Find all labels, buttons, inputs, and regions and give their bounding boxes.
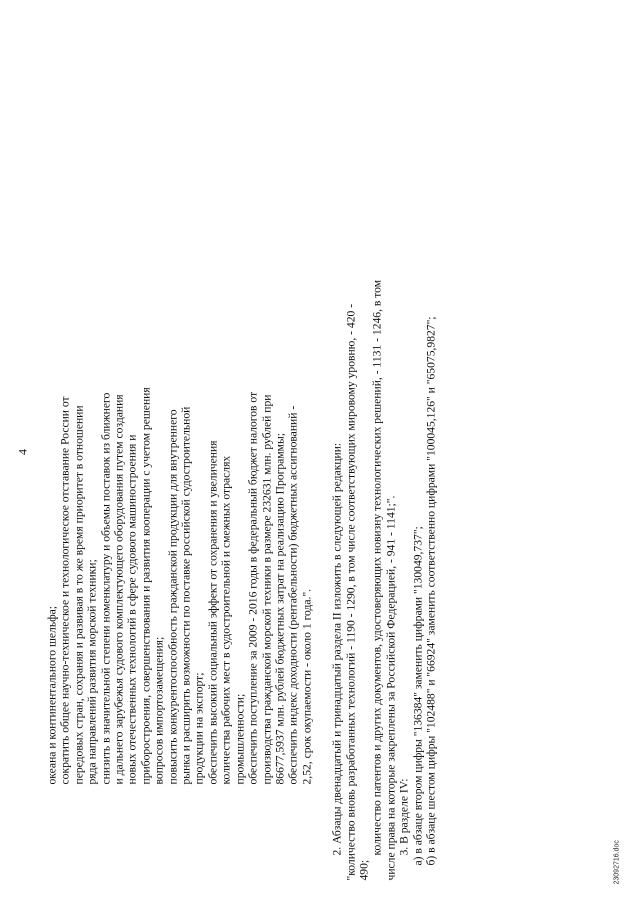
goal-line: новых отечественных технологий в сфере судового машиностроения и	[125, 434, 139, 785]
goal-line: ряда направлений развития морской техники;	[85, 559, 99, 785]
goal-line: и дальнего зарубежья судового комплектующего оборудования путем создания	[112, 394, 126, 785]
goal-line: производства гражданской морской техники в размере 232631 млн. рублей при	[260, 394, 273, 785]
goal-line: повысить конкурентоспособность гражданской продукции для внутреннего	[166, 409, 180, 785]
amendment-paragraph: "количество вновь разработанных технологий - 1190 - 1290, в том числе соответствующих мировому уровню, - 420 -	[344, 303, 358, 881]
goal-line: продукции на экспорт;	[192, 672, 206, 785]
goal-line: океана и континентального шельфа;	[45, 605, 59, 785]
amendment-paragraph: числе права на которые закреплены за Российской Федерацией, - 941 - 1141;".	[384, 495, 398, 881]
amendment-paragraph: 2. Абзацы двенадцатый и тринадцатый раздела II изложить в следующей редакции:	[330, 442, 344, 856]
amendment-paragraph: 3. В разделе IV:	[397, 778, 411, 856]
program-goals-block	[46, 260, 314, 785]
goal-line: 86677,5937 млн. рублей бюджетных затрат на реализацию Программы;	[273, 432, 287, 785]
rotated-page-content	[16, 20, 626, 885]
goal-line: вопросов импортозамещения;	[152, 636, 166, 785]
goal-line: количества рабочих мест в судостроительной и смежных отраслях	[219, 455, 233, 785]
page-number: 4	[15, 449, 30, 455]
amendments-block	[331, 41, 438, 881]
goal-line: снизить в значительной степени номенклатуру и объемы поставок из ближнего	[99, 392, 113, 785]
amendment-paragraph: б) в абзаце шестом цифры "102488" и "66924" заменить соответственно цифрами "100045,126" и "65075,9827";	[424, 316, 438, 866]
goal-line: обеспечить высокий социальный эффект от сохранения и увеличения	[206, 440, 220, 785]
amendment-paragraph: 490;	[357, 859, 371, 881]
amendment-paragraph: а) в абзаце втором цифры "136384" заменить цифрами "130049,737";	[411, 526, 425, 866]
goal-line: обеспечить поступление за 2009 - 2016 годы в федеральный бюджет налогов от	[246, 391, 260, 785]
goal-line: передовых стран, сохраняя и развивая в то же время приоритет в отношении	[72, 405, 86, 785]
goal-line: обеспечить индекс доходности (рентабельности) бюджетных ассигнований -	[286, 405, 300, 785]
goal-line: промышленности;	[233, 693, 247, 785]
goal-line: приборостроения, совершенствования и развития кооперации с учетом решения	[139, 387, 153, 785]
document-body	[46, 41, 438, 881]
amendment-paragraph: количество патентов и других документов, удостоверяющих новизну технологических решений, - 1131 - 1246, в том	[370, 279, 384, 856]
goal-line: 2,52, срок окупаемости - около 1 года.".	[300, 588, 314, 785]
goal-line: рынка и расширить возможности по поставке российской судостроительной	[179, 406, 193, 785]
footer-filename: 23092716.doc	[613, 840, 621, 885]
goal-line: сократить общее научно-техническое и технологическое отставание России от	[58, 396, 72, 785]
